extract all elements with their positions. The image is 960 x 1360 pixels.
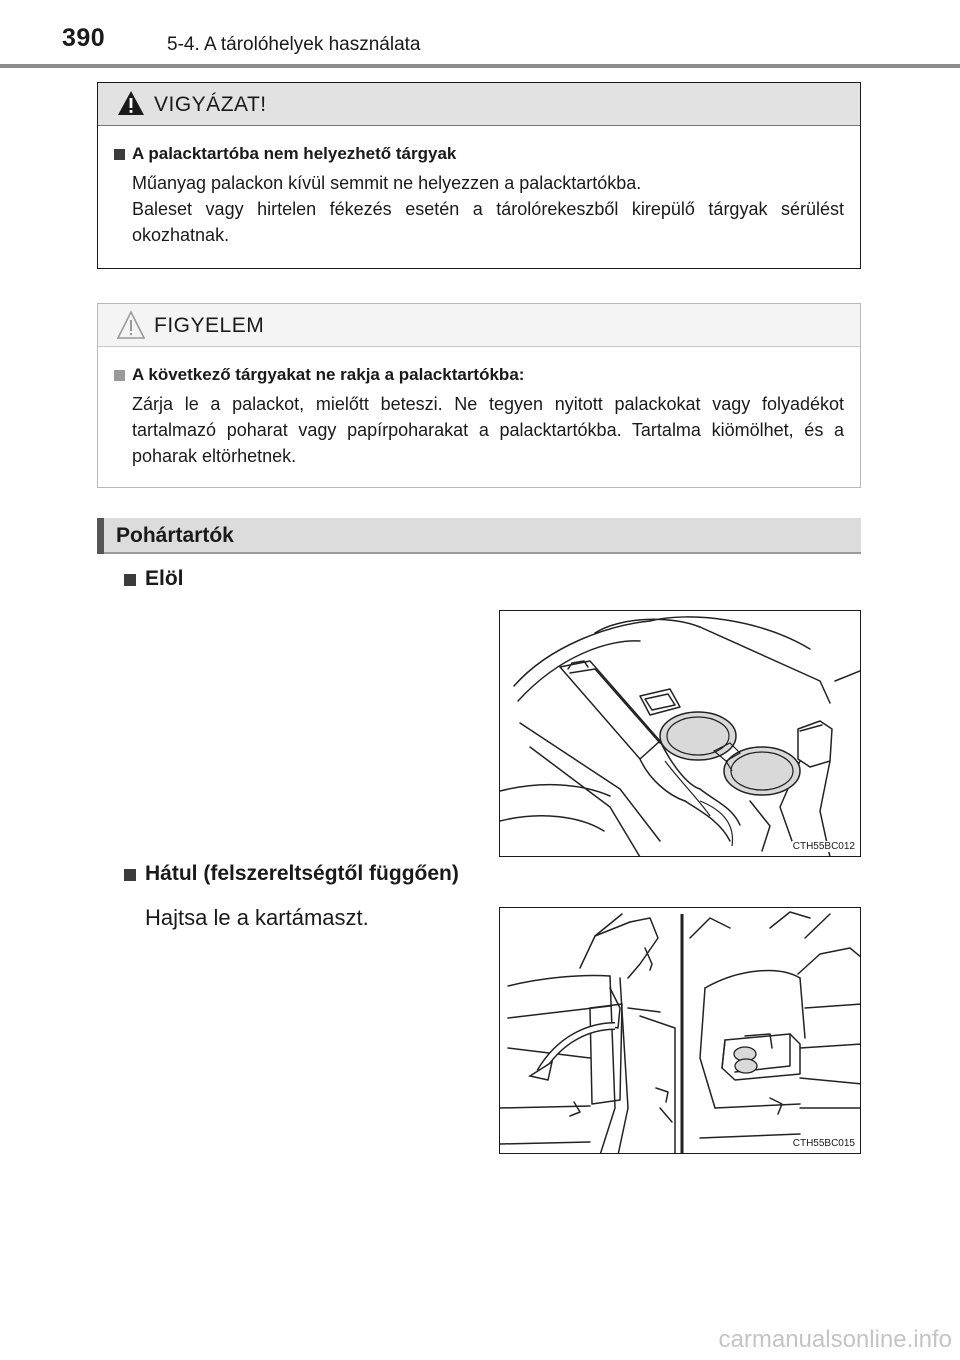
caution-box-header <box>98 83 860 126</box>
notice-text: Zárja le a palackot, mielőtt beteszi. Ne tegyen nyitott palackokat vagy folyadékot tartalmazó poharat vagy papírpoharakat a palacktartókba. Tartalma kiömölhet, és a poharak eltörhetnek. <box>132 394 844 466</box>
notice-box <box>97 303 861 488</box>
rear-instruction: Hajtsa le a kartámaszt. <box>145 905 369 930</box>
rear-heading <box>124 862 459 886</box>
watermark: carmanualsonline.info <box>718 1326 952 1353</box>
caution-title: VIGYÁZAT! <box>154 93 267 116</box>
square-bullet-icon <box>114 370 125 381</box>
rear-cupholder-illustration <box>499 907 861 1154</box>
square-bullet-icon <box>124 574 136 586</box>
front-figure-code: CTH55BC012 <box>792 841 855 852</box>
caution-subheading <box>112 142 844 166</box>
square-bullet-icon <box>114 149 125 160</box>
notice-box-header <box>98 304 860 347</box>
page-number: 390 <box>62 24 106 52</box>
square-bullet-icon <box>124 869 136 881</box>
caution-subheading-text: A palacktartóba nem helyezhető tárgyak <box>132 144 457 163</box>
section-accent <box>97 518 104 554</box>
front-heading <box>124 567 184 591</box>
section-title: Pohártartók <box>116 524 234 547</box>
notice-title: FIGYELEM <box>154 314 265 337</box>
section-heading <box>97 518 861 554</box>
rear-figure-code: CTH55BC015 <box>792 1138 855 1149</box>
page-header <box>0 0 960 70</box>
notice-triangle-icon <box>116 310 146 340</box>
notice-subheading-text: A következő tárgyakat ne rakja a palacktartókba: <box>132 365 525 384</box>
caution-text-2: Baleset vagy hirtelen fékezés esetén a tárolórekeszből kirepülő tárgyak sérülést okozhatnak. <box>132 199 844 245</box>
front-heading-text: Elöl <box>145 567 184 590</box>
header-rule <box>0 64 960 68</box>
rear-armrest-drawing <box>500 908 861 1154</box>
rear-heading-text: Hátul (felszereltségtől függően) <box>145 862 459 885</box>
notice-subheading <box>112 363 844 387</box>
section-path: 5-4. A tárolóhelyek használata <box>167 34 421 55</box>
caution-box <box>97 82 861 269</box>
warning-triangle-icon <box>116 89 146 117</box>
front-cupholder-illustration <box>499 610 861 857</box>
caution-text-1: Műanyag palackon kívül semmit ne helyezzen a palacktartókba. <box>132 173 642 193</box>
front-console-drawing <box>500 611 861 857</box>
